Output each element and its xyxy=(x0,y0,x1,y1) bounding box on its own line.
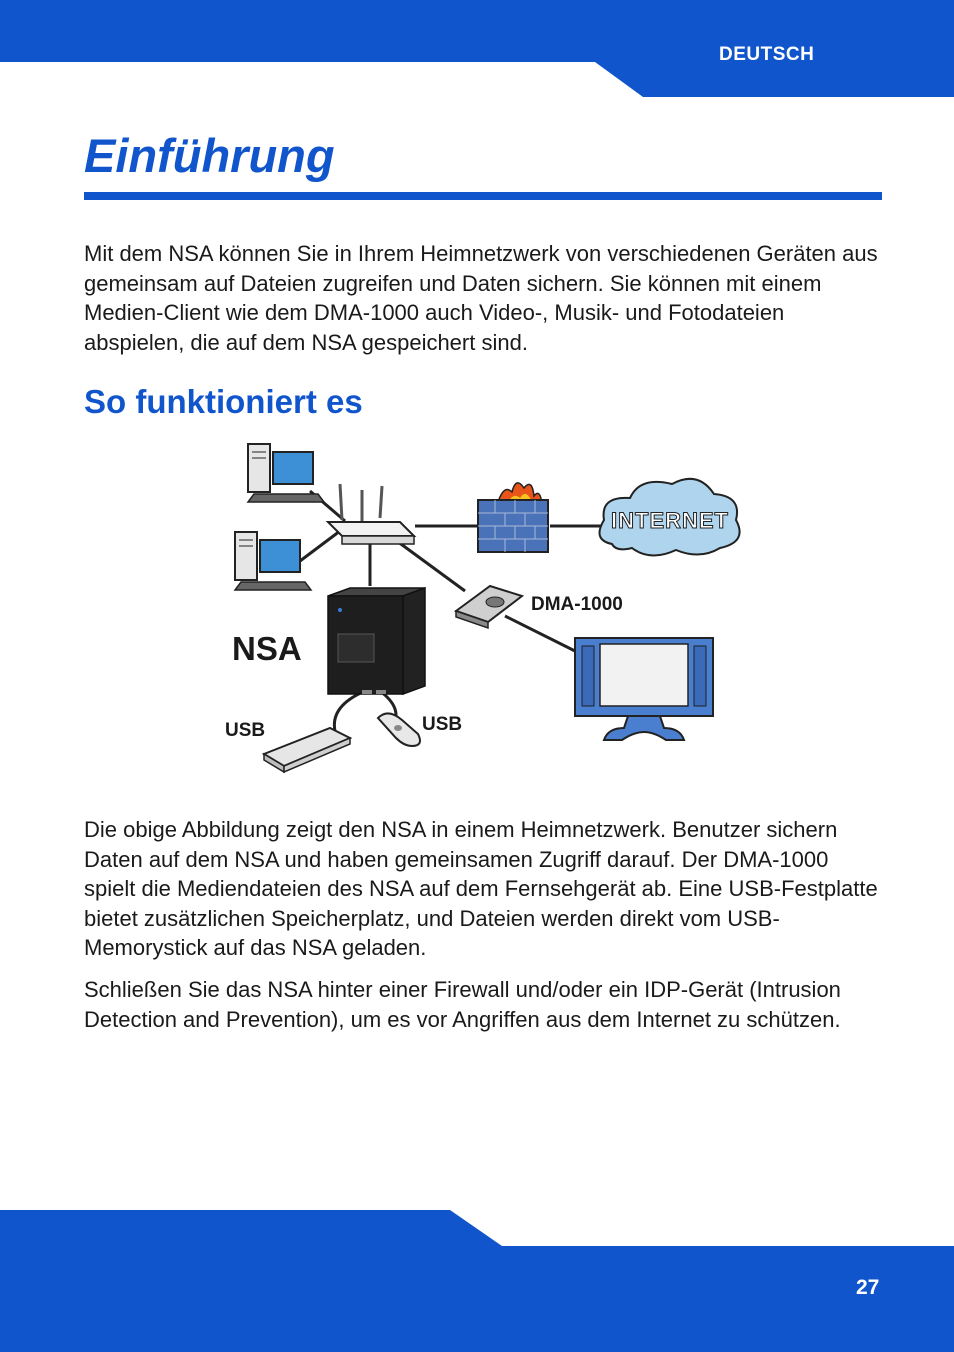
language-tab: DEUTSCH xyxy=(719,44,815,65)
intro-paragraph: Mit dem NSA können Sie in Ihrem Heimnetzwerk von verschiedenen Geräten aus gemeinsam auf Dateien zugreifen und Daten sichern. Sie können mit einem Medien-Client wie dem DMA-1000 auch Video-, Musik- und Fotodateien abspielen, die auf dem NSA gespeichert sind. xyxy=(84,241,878,355)
dma-player-icon xyxy=(456,586,522,628)
usb-hard-drive-icon xyxy=(264,728,350,772)
section-heading: So funktioniert es xyxy=(84,383,363,420)
page-number: 27 xyxy=(856,1276,880,1299)
internet-cloud-icon xyxy=(600,479,740,556)
page-title: Einführung xyxy=(84,129,335,182)
usb-label-left: USB xyxy=(225,720,266,741)
network-diagram xyxy=(220,436,760,781)
usb-label-right: USB xyxy=(422,714,463,735)
nsa-device-icon xyxy=(328,588,425,694)
footer-band xyxy=(0,1210,954,1352)
firewall-icon xyxy=(478,483,548,552)
usb-memory-stick-icon xyxy=(378,713,420,746)
router-icon xyxy=(328,484,414,544)
dma-label: DMA-1000 xyxy=(531,594,623,615)
computer-icon xyxy=(235,532,311,590)
tv-icon xyxy=(575,638,713,740)
body-paragraph-1: Die obige Abbildung zeigt den NSA in einem Heimnetzwerk. Benutzer sichern Daten auf dem NSA und haben gemeinsamen Zugriff darauf. Der DMA-1000 spielt die Mediendateien des NSA auf dem Fernsehgerät ab. Eine USB-Festplatte bietet zusätzlichen Speicherplatz, und Dateien werden direkt vom USB-Memorystick auf das NSA geladen. xyxy=(84,817,878,960)
nsa-label: NSA xyxy=(232,630,302,667)
title-rule xyxy=(84,192,882,200)
internet-label: INTERNET xyxy=(611,508,729,533)
computer-icon xyxy=(248,444,324,502)
body-paragraph-2: Schließen Sie das NSA hinter einer Firewall und/oder ein IDP-Gerät (Intrusion Detection and Prevention), um es vor Angriffen aus dem Internet zu schützen. xyxy=(84,977,841,1032)
